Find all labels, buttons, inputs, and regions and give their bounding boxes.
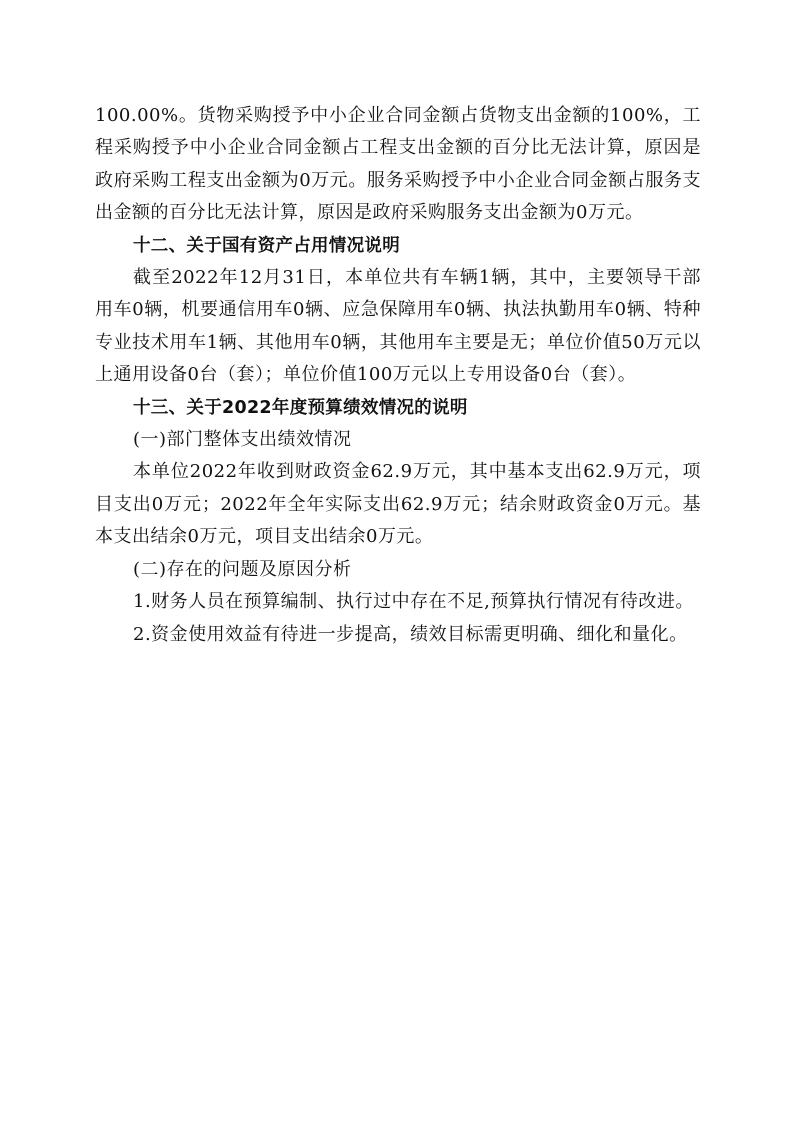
subheading-overall-performance: (一)部门整体支出绩效情况 [133,429,352,451]
paragraph-funds-summary: 本单位2022年收到财政资金62.9万元，其中基本支出62.9万元，项目支出0万元；2022年全年实际支出62.9万元；结余财政资金0万元。基本支出结余0万元，项目支出结余0万元。 [95,461,701,548]
paragraph-procurement-summary: 100.00%。货物采购授予中小企业合同金额占货物支出金额的100%，工程采购授予中小企业合同金额占工程支出金额的百分比无法计算，原因是政府采购工程支出金额为0万元。服务采购授予中小企业合同金额占服务支出金额的百分比无法计算，原因是政府采购服务支出金额为0万元。 [95,105,701,224]
section-heading-12: 十二、关于国有资产占用情况说明 [133,235,400,256]
section-heading-13: 十三、关于2022年度预算绩效情况的说明 [133,397,468,418]
paragraph-problem-2: 2.资金使用效益有待进一步提高，绩效目标需更明确、细化和量化。 [133,623,688,645]
paragraph-state-assets: 截至2022年12月31日，本单位共有车辆1辆，其中，主要领导干部用车0辆，机要通信用车0辆、应急保障用车0辆、执法执勤用车0辆、特种专业技术用车1辆、其他用车0辆，其他用车主要是无；单位价值50万元以上通用设备0台（套）；单位价值100万元以上专用设备0台（套）。 [95,267,701,386]
document-page [95,100,701,651]
paragraph-problem-1: 1.财务人员在预算编制、执行过中存在不足,预算执行情况有待改进。 [133,591,694,613]
subheading-problems-analysis: (二)存在的问题及原因分析 [133,558,352,580]
